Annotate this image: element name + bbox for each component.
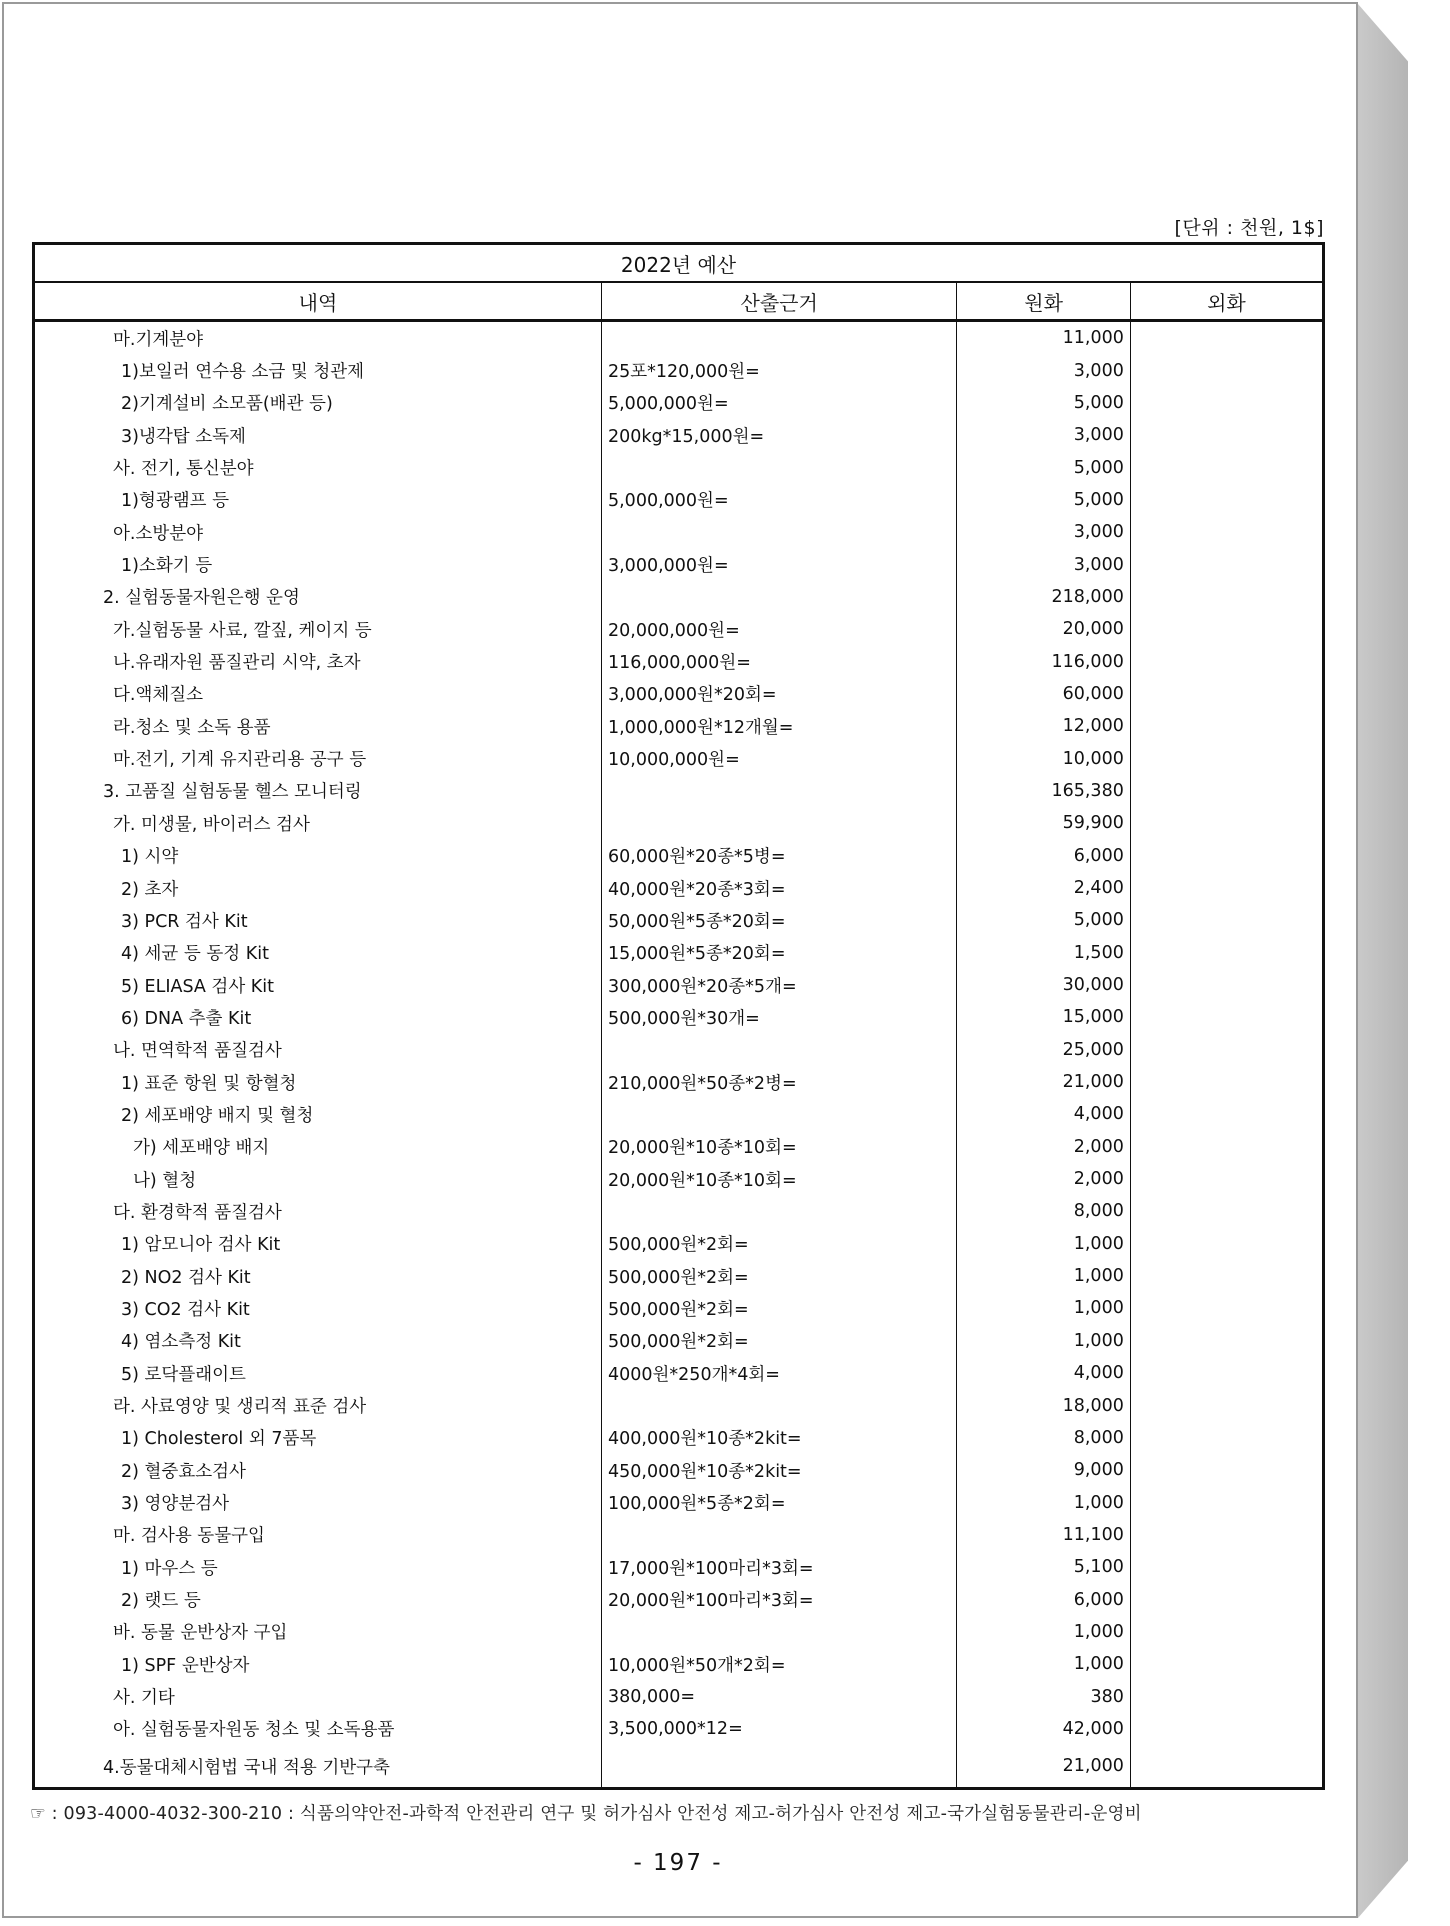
cell-krw-amount: 1,000 [957,1325,1131,1357]
table-row [34,1648,1324,1680]
cell-calculation-basis: 500,000원*2회= [601,1228,956,1260]
table-row [34,742,1324,774]
cell-foreign-amount [1130,710,1323,742]
table-row [34,1260,1324,1292]
table-row [34,645,1324,677]
cell-item: 라. 사료영양 및 생리적 표준 검사 [34,1389,602,1421]
cell-item: 1)형광램프 등 [34,484,602,516]
cell-foreign-amount [1130,1131,1323,1163]
cell-krw-amount: 3,000 [957,354,1131,386]
table-row [34,1195,1324,1227]
cell-krw-amount: 15,000 [957,1001,1131,1033]
column-header-calculation-basis: 산출근거 [601,282,956,321]
cell-item: 가. 미생물, 바이러스 검사 [34,807,602,839]
cell-krw-amount: 2,000 [957,1131,1131,1163]
cell-foreign-amount [1130,1616,1323,1648]
table-row [34,1131,1324,1163]
cell-calculation-basis: 50,000원*5종*20회= [601,904,956,936]
table-row [34,1001,1324,1033]
cell-foreign-amount [1130,548,1323,580]
cell-calculation-basis [601,451,956,483]
table-row [34,937,1324,969]
cell-calculation-basis [601,581,956,613]
cell-calculation-basis [601,1745,956,1789]
cell-calculation-basis [601,1195,956,1227]
cell-calculation-basis [601,1519,956,1551]
cell-krw-amount: 8,000 [957,1422,1131,1454]
table-row [34,1713,1324,1745]
cell-krw-amount: 5,100 [957,1551,1131,1583]
cell-item: 다.액체질소 [34,678,602,710]
cell-krw-amount: 21,000 [957,1745,1131,1789]
cell-foreign-amount [1130,1034,1323,1066]
cell-foreign-amount [1130,1551,1323,1583]
cell-item: 1)소화기 등 [34,548,602,580]
cell-krw-amount: 9,000 [957,1454,1131,1486]
table-row [34,1098,1324,1130]
cell-krw-amount: 42,000 [957,1713,1131,1745]
cell-calculation-basis [601,1616,956,1648]
cell-item: 5) 로닥플래이트 [34,1357,602,1389]
cell-krw-amount: 3,000 [957,548,1131,580]
cell-krw-amount: 1,000 [957,1486,1131,1518]
cell-foreign-amount [1130,1389,1323,1421]
table-row [34,1066,1324,1098]
cell-calculation-basis: 60,000원*20종*5병= [601,840,956,872]
cell-krw-amount: 60,000 [957,678,1131,710]
cell-foreign-amount [1130,1357,1323,1389]
cell-krw-amount: 3,000 [957,419,1131,451]
table-row [34,321,1324,355]
cell-calculation-basis: 20,000,000원= [601,613,956,645]
cell-krw-amount: 1,500 [957,937,1131,969]
cell-item: 가) 세포배양 배지 [34,1131,602,1163]
cell-foreign-amount [1130,1713,1323,1745]
cell-krw-amount: 1,000 [957,1616,1131,1648]
cell-foreign-amount [1130,321,1323,355]
cell-krw-amount: 21,000 [957,1066,1131,1098]
cell-foreign-amount [1130,581,1323,613]
cell-krw-amount: 8,000 [957,1195,1131,1227]
cell-item: 마.기계분야 [34,321,602,355]
cell-krw-amount: 6,000 [957,840,1131,872]
table-body [34,321,1324,1789]
cell-krw-amount: 1,000 [957,1648,1131,1680]
table-row [34,1616,1324,1648]
cell-foreign-amount [1130,1325,1323,1357]
table-row [34,548,1324,580]
cell-krw-amount: 1,000 [957,1260,1131,1292]
table-row [34,1389,1324,1421]
cell-item: 3. 고품질 실험동물 헬스 모니터링 [34,775,602,807]
cell-item: 아.소방분야 [34,516,602,548]
cell-item: 2) NO2 검사 Kit [34,1260,602,1292]
cell-item: 1) 마우스 등 [34,1551,602,1583]
table-row [34,1422,1324,1454]
cell-foreign-amount [1130,1454,1323,1486]
cell-krw-amount: 380 [957,1680,1131,1712]
cell-krw-amount: 59,900 [957,807,1131,839]
cell-krw-amount: 5,000 [957,484,1131,516]
cell-calculation-basis: 500,000원*30개= [601,1001,956,1033]
cell-foreign-amount [1130,613,1323,645]
cell-foreign-amount [1130,1066,1323,1098]
cell-item: 2) 세포배양 배지 및 혈청 [34,1098,602,1130]
cell-item: 5) ELIASA 검사 Kit [34,969,602,1001]
cell-foreign-amount [1130,937,1323,969]
cell-foreign-amount [1130,1583,1323,1615]
cell-item: 4) 염소측정 Kit [34,1325,602,1357]
cell-calculation-basis: 1,000,000원*12개월= [601,710,956,742]
table-row [34,1163,1324,1195]
cell-item: 1) 표준 항원 및 항혈청 [34,1066,602,1098]
cell-calculation-basis: 15,000원*5종*20회= [601,937,956,969]
cell-krw-amount: 5,000 [957,451,1131,483]
cell-item: 4.동물대체시험법 국내 적용 기반구축 [34,1745,602,1789]
cell-foreign-amount [1130,1001,1323,1033]
cell-foreign-amount [1130,1519,1323,1551]
cell-foreign-amount [1130,1260,1323,1292]
cell-foreign-amount [1130,1195,1323,1227]
cell-calculation-basis: 4000원*250개*4회= [601,1357,956,1389]
cell-krw-amount: 6,000 [957,1583,1131,1615]
cell-item: 마.전기, 기계 유지관리용 공구 등 [34,742,602,774]
table-row [34,1228,1324,1260]
cell-item: 라.청소 및 소독 용품 [34,710,602,742]
cell-calculation-basis [601,1098,956,1130]
cell-calculation-basis [601,775,956,807]
table-row [34,1357,1324,1389]
table-row [34,613,1324,645]
cell-foreign-amount [1130,840,1323,872]
table-row [34,484,1324,516]
cell-foreign-amount [1130,1098,1323,1130]
cell-calculation-basis: 17,000원*100마리*3회= [601,1551,956,1583]
cell-krw-amount: 11,100 [957,1519,1131,1551]
unit-label: [단위 : 천원, 1$] [1174,217,1324,239]
cell-krw-amount: 218,000 [957,581,1131,613]
cell-calculation-basis: 210,000원*50종*2병= [601,1066,956,1098]
cell-calculation-basis [601,807,956,839]
cell-calculation-basis: 5,000,000원= [601,484,956,516]
cell-calculation-basis: 400,000원*10종*2kit= [601,1422,956,1454]
cell-item: 가.실험동물 사료, 깔짚, 케이지 등 [34,613,602,645]
cell-krw-amount: 4,000 [957,1098,1131,1130]
cell-foreign-amount [1130,1163,1323,1195]
cell-calculation-basis: 500,000원*2회= [601,1292,956,1324]
cell-item: 사. 기타 [34,1680,602,1712]
table-row [34,387,1324,419]
cell-calculation-basis: 10,000,000원= [601,742,956,774]
cell-calculation-basis: 20,000원*10종*10회= [601,1163,956,1195]
cell-calculation-basis: 116,000,000원= [601,645,956,677]
cell-foreign-amount [1130,1745,1323,1789]
cell-krw-amount: 1,000 [957,1292,1131,1324]
cell-foreign-amount [1130,516,1323,548]
budget-code-footnote: ☞ : 093-4000-4032-300-210 : 식품의약안전-과학적 안전관리 연구 및 허가심사 안전성 제고-허가심사 안전성 제고-국가실험동물관리-운영비 [30,1804,1142,1824]
cell-krw-amount: 11,000 [957,321,1131,355]
cell-item: 3) CO2 검사 Kit [34,1292,602,1324]
cell-calculation-basis [601,1034,956,1066]
cell-foreign-amount [1130,387,1323,419]
cell-item: 나. 면역학적 품질검사 [34,1034,602,1066]
cell-foreign-amount [1130,1680,1323,1712]
cell-krw-amount: 3,000 [957,516,1131,548]
table-row [34,840,1324,872]
cell-calculation-basis: 500,000원*2회= [601,1325,956,1357]
cell-item: 2. 실험동물자원은행 운영 [34,581,602,613]
cell-krw-amount: 165,380 [957,775,1131,807]
column-header-krw: 원화 [957,282,1131,321]
cell-foreign-amount [1130,1292,1323,1324]
cell-item: 2) 초자 [34,872,602,904]
cell-foreign-amount [1130,1422,1323,1454]
cell-item: 마. 검사용 동물구입 [34,1519,602,1551]
cell-item: 4) 세균 등 동정 Kit [34,937,602,969]
cell-item: 3) PCR 검사 Kit [34,904,602,936]
cell-calculation-basis: 450,000원*10종*2kit= [601,1454,956,1486]
cell-calculation-basis: 3,000,000원= [601,548,956,580]
table-row [34,1519,1324,1551]
cell-krw-amount: 20,000 [957,613,1131,645]
cell-krw-amount: 10,000 [957,742,1131,774]
cell-calculation-basis: 200kg*15,000원= [601,419,956,451]
table-title: 2022년 예산 [34,244,1324,283]
cell-item: 아. 실험동물자원동 청소 및 소독용품 [34,1713,602,1745]
cell-foreign-amount [1130,872,1323,904]
cell-foreign-amount [1130,969,1323,1001]
cell-item: 3) 영양분검사 [34,1486,602,1518]
cell-foreign-amount [1130,419,1323,451]
cell-krw-amount: 5,000 [957,904,1131,936]
cell-krw-amount: 25,000 [957,1034,1131,1066]
page-number: - 197 - [633,1850,723,1876]
cell-item: 2)기계설비 소모품(배관 등) [34,387,602,419]
cell-krw-amount: 2,000 [957,1163,1131,1195]
cell-krw-amount: 2,400 [957,872,1131,904]
cell-krw-amount: 116,000 [957,645,1131,677]
cell-calculation-basis: 380,000= [601,1680,956,1712]
cell-item: 1) 시약 [34,840,602,872]
cell-calculation-basis [601,516,956,548]
cell-item: 6) DNA 추출 Kit [34,1001,602,1033]
cell-item: 1)보일러 연수용 소금 및 청관제 [34,354,602,386]
table-row [34,516,1324,548]
cell-calculation-basis: 5,000,000원= [601,387,956,419]
table-row [34,807,1324,839]
table-row [34,1454,1324,1486]
cell-item: 2) 랫드 등 [34,1583,602,1615]
cell-krw-amount: 4,000 [957,1357,1131,1389]
cell-calculation-basis: 300,000원*20종*5개= [601,969,956,1001]
cell-calculation-basis: 500,000원*2회= [601,1260,956,1292]
cell-item: 나) 혈청 [34,1163,602,1195]
cell-foreign-amount [1130,451,1323,483]
cell-krw-amount: 18,000 [957,1389,1131,1421]
cell-foreign-amount [1130,1228,1323,1260]
column-header-item: 내역 [34,282,602,321]
cell-foreign-amount [1130,484,1323,516]
table-row [34,581,1324,613]
cell-krw-amount: 12,000 [957,710,1131,742]
cell-calculation-basis: 20,000원*10종*10회= [601,1131,956,1163]
table-row [34,451,1324,483]
cell-krw-amount: 1,000 [957,1228,1131,1260]
cell-calculation-basis: 10,000원*50개*2회= [601,1648,956,1680]
cell-foreign-amount [1130,1648,1323,1680]
cell-calculation-basis: 100,000원*5종*2회= [601,1486,956,1518]
cell-item: 3)냉각탑 소독제 [34,419,602,451]
table-row [34,678,1324,710]
column-header-foreign-currency: 외화 [1130,282,1323,321]
cell-calculation-basis: 40,000원*20종*3회= [601,872,956,904]
table-row [34,710,1324,742]
cell-calculation-basis: 3,500,000*12= [601,1713,956,1745]
cell-calculation-basis: 20,000원*100마리*3회= [601,1583,956,1615]
cell-item: 다. 환경학적 품질검사 [34,1195,602,1227]
cell-foreign-amount [1130,775,1323,807]
cell-krw-amount: 5,000 [957,387,1131,419]
cell-foreign-amount [1130,904,1323,936]
cell-calculation-basis [601,321,956,355]
cell-item: 1) Cholesterol 외 7품목 [34,1422,602,1454]
cell-item: 1) SPF 운반상자 [34,1648,602,1680]
table-row [34,1325,1324,1357]
table-row [34,775,1324,807]
table-row [34,872,1324,904]
cell-krw-amount: 30,000 [957,969,1131,1001]
table-row [34,419,1324,451]
table-row [34,904,1324,936]
table-row [34,969,1324,1001]
budget-table [32,242,1325,1790]
table-row [34,1034,1324,1066]
cell-foreign-amount [1130,354,1323,386]
table-row [34,1680,1324,1712]
table-row [34,354,1324,386]
cell-calculation-basis: 3,000,000원*20회= [601,678,956,710]
table-row [34,1292,1324,1324]
cell-foreign-amount [1130,742,1323,774]
cell-item: 바. 동물 운반상자 구입 [34,1616,602,1648]
cell-calculation-basis [601,1389,956,1421]
cell-item: 1) 암모니아 검사 Kit [34,1228,602,1260]
cell-calculation-basis: 25포*120,000원= [601,354,956,386]
table-row [34,1551,1324,1583]
table-row [34,1745,1324,1789]
cell-foreign-amount [1130,678,1323,710]
cell-item: 사. 전기, 통신분야 [34,451,602,483]
cell-item: 2) 혈중효소검사 [34,1454,602,1486]
cell-item: 나.유래자원 품질관리 시약, 초자 [34,645,602,677]
cell-foreign-amount [1130,807,1323,839]
table-row [34,1486,1324,1518]
page-edge-shadow [1358,4,1408,1918]
cell-foreign-amount [1130,1486,1323,1518]
cell-foreign-amount [1130,645,1323,677]
table-row [34,1583,1324,1615]
